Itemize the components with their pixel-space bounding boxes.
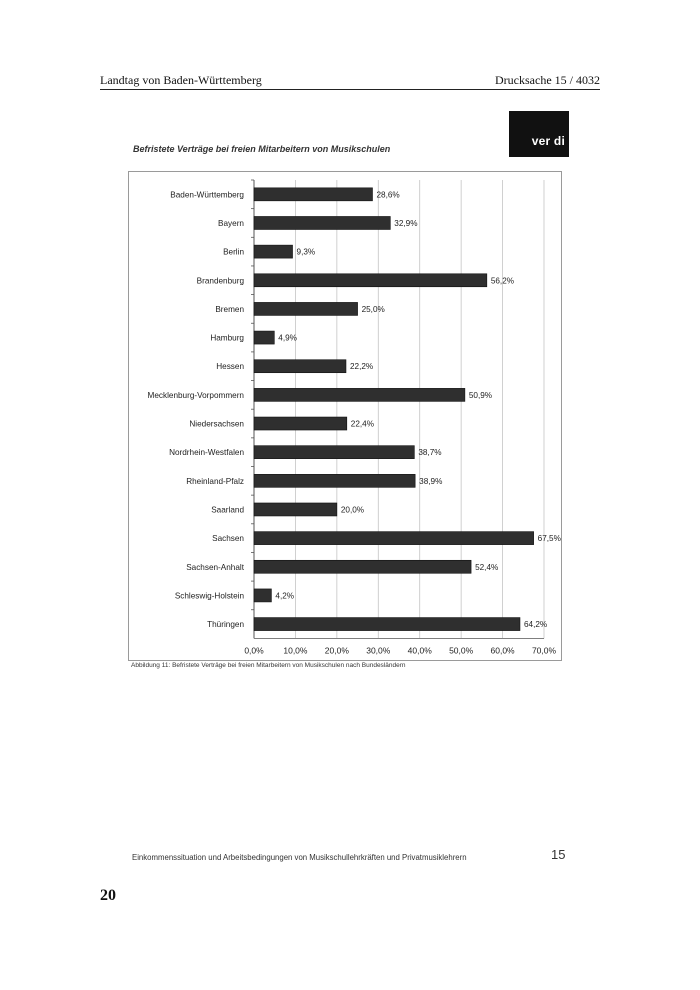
x-tick-label: 0,0% xyxy=(244,645,264,656)
bar xyxy=(254,503,337,516)
category-label: Hessen xyxy=(216,362,244,372)
category-label: Rheinland-Pfalz xyxy=(186,476,244,486)
category-label: Thüringen xyxy=(207,620,244,630)
x-tick-label: 40,0% xyxy=(407,645,432,656)
category-label: Bremen xyxy=(215,304,244,314)
category-label: Saarland xyxy=(211,505,244,515)
data-label: 28,6% xyxy=(376,190,400,200)
category-label: Baden-Württemberg xyxy=(170,190,244,200)
category-label: Bayern xyxy=(218,218,244,228)
bar xyxy=(254,216,390,229)
bar xyxy=(254,532,534,545)
category-label: Mecklenburg-Vorpommern xyxy=(147,390,244,400)
data-label: 38,7% xyxy=(418,448,442,458)
data-label: 56,2% xyxy=(490,276,515,286)
data-label: 32,9% xyxy=(394,218,418,228)
x-tick-label: 60,0% xyxy=(490,645,515,656)
data-label: 64,2% xyxy=(523,620,548,630)
bar xyxy=(254,302,358,315)
data-label: 22,2% xyxy=(349,362,374,372)
data-label: 67,5% xyxy=(537,534,561,544)
category-label: Berlin xyxy=(223,247,244,257)
footer-text: Einkommenssituation und Arbeitsbedingungen von Musikschullehrkräften und Privatmusiklehrern xyxy=(132,853,467,862)
data-label: 25,0% xyxy=(361,304,385,314)
x-tick-label: 10,0% xyxy=(283,645,308,656)
data-label: 9,3% xyxy=(296,247,316,257)
data-label: 38,9% xyxy=(419,476,443,486)
data-label: 4,9% xyxy=(278,333,297,343)
x-tick-label: 50,0% xyxy=(449,645,474,656)
x-tick-label: 20,0% xyxy=(324,645,349,656)
chart-title: Befristete Verträge bei freien Mitarbeitern von Musikschulen xyxy=(133,144,391,154)
bar xyxy=(254,245,293,258)
data-label: 50,9% xyxy=(468,390,493,400)
data-label: 52,4% xyxy=(475,562,499,572)
bar xyxy=(254,417,347,430)
category-label: Brandenburg xyxy=(196,276,244,286)
category-label: Niedersachsen xyxy=(189,419,244,429)
footer-page-number: 15 xyxy=(551,847,566,862)
category-label: Nordrhein-Westfalen xyxy=(169,448,244,458)
x-tick-label: 70,0% xyxy=(531,645,557,656)
data-label: 4,2% xyxy=(275,591,295,601)
figure-caption: Abbildung 11: Befristete Verträge bei freien Mitarbeitern von Musikschulen nach Bundesländern xyxy=(131,662,406,669)
category-label: Schleswig-Holstein xyxy=(174,591,244,601)
data-label: 20,0% xyxy=(340,505,365,515)
bar xyxy=(254,188,372,201)
bar xyxy=(254,560,471,573)
bar xyxy=(254,474,415,487)
category-label: Sachsen xyxy=(212,534,244,544)
bar xyxy=(254,331,274,344)
bar xyxy=(254,618,520,631)
bar xyxy=(254,589,271,602)
x-tick-label: 30,0% xyxy=(366,645,391,656)
category-label: Hamburg xyxy=(210,333,244,343)
category-label: Sachsen-Anhalt xyxy=(186,562,244,572)
page-number: 20 xyxy=(100,887,116,904)
bar xyxy=(254,274,487,287)
bar xyxy=(254,360,346,373)
bar xyxy=(254,388,465,401)
header-right-text: Drucksache 15 / 4032 xyxy=(495,73,600,87)
data-label: 22,4% xyxy=(350,419,375,429)
logo-text: ver di xyxy=(531,134,565,148)
header-left-text: Landtag von Baden-Württemberg xyxy=(100,73,262,87)
bar xyxy=(254,446,414,459)
